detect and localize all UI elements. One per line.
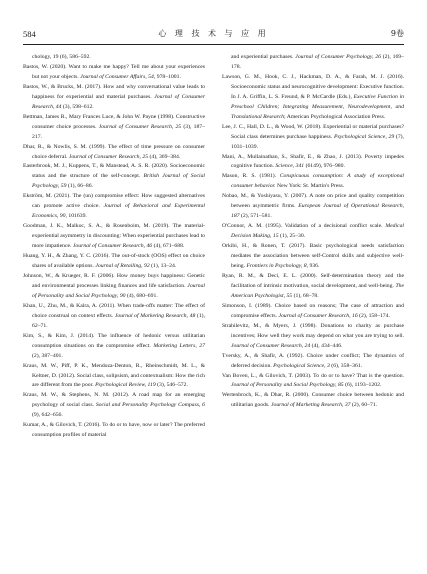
reference-text: Dhar, R., & Nowlis, S. M. (1999). The effect of time pressure on consumer choice deferral. [23, 143, 205, 160]
reference-pages: (4), 434–446. [310, 342, 343, 349]
reference-source: Psychological Review, 119 [95, 382, 156, 389]
reference-text: Orkibi, H., & Ronen, T. (2017). Basic psychological needs satisfaction mediates the association between self-Control skills and subjective well-being. [222, 243, 404, 270]
reference-text: and experiential purchases. [231, 54, 296, 60]
reference-pages: (1), 62–71. [32, 312, 205, 329]
reference-source: Journal of Personality and Social Psychology, 90 [32, 282, 205, 299]
reference-pages: (2), 571–581. [239, 213, 272, 220]
reference-text: Ryan, R. M., & Deci, E. L. (2000). Self-determination theory and the facilitation of intrinsic motivation, social development, and well-being. [222, 272, 404, 289]
reference-pages: (2), 387–401. [32, 352, 63, 359]
reference-text: Goodman, J. K., Malkoc, S. A., & Rosenboim, M. (2019). The material-experiential asymmetry in discounting: When experiential purchases lead to more impatience. [23, 223, 205, 250]
page-header [23, 27, 404, 41]
page-number: 584 [23, 29, 36, 39]
reference-source: Executive Function in Preschool Children; Integrating Measurement, Neurodevelopment, and Translational Research [231, 93, 404, 120]
reference-source: Journal of Marketing Research, 48 [114, 312, 196, 319]
reference-source: Social and Personality Psychology Compass, 6 [95, 402, 205, 409]
reference-source: Medical Decision Making, 15 [231, 223, 404, 240]
reference-source: Journal of Retailing, 92 [95, 263, 150, 270]
reference-text: Nobao, M., & Yoshiyasu, Y. (2007). A note on price and quality competition between asymmetric firms. [222, 193, 404, 210]
reference-text: Ekström, M. (2021). The (un) compromise effect: How suggested alternatives can promote active choice. [23, 193, 205, 210]
reference-entry [222, 391, 404, 411]
reference-text: Khan, U., Zhu, M., & Kalra, A. (2011). When trade-offs matter: The effect of choice construal on context effects. [23, 302, 205, 319]
reference-source: Psychological Science, 29 [334, 133, 395, 140]
reference-source: Journal of Consumer Psychology, 26 [295, 54, 381, 60]
reference-pages: New York: St. Martin's Press. [275, 183, 345, 190]
reference-entry [222, 302, 404, 322]
reference-pages: (4), 369–384. [148, 153, 181, 160]
reference-pages: 936. [308, 263, 320, 270]
journal-title: 心 理 技 术 与 应 用 [158, 29, 269, 38]
reference-source: Journal of Consumer Research, 25 [98, 123, 182, 130]
reference-text: Bettman, James R., Mary Frances Luce, & John W. Payne (1998). Constructive consumer choice processes. [23, 113, 205, 130]
reference-entry [222, 272, 404, 302]
reference-text: Kraus, M. W., & Stephens, N. M. (2012). A road map for an emerging psychology of social class. [23, 392, 205, 409]
reference-text: Simonson, I. (1989). Choice based on reasons; The case of attraction and compromise effects. [222, 302, 404, 319]
reference-pages: (2), 169–178. [231, 54, 404, 70]
volume-label: 9卷 [390, 29, 404, 38]
reference-entry [23, 421, 205, 441]
reference-text: Mani, A., Mullainathan, S., Shafir, E., & Zhao, J. (2013). Poverty impedes cognitive function. [222, 153, 404, 170]
reference-text: Lee, J. C., Hall, D. L., & Wood, W. (2018). Experiential or material purchases? Social class determines purchase happiness. [222, 123, 404, 140]
reference-source: British Journal of Social Psychology, 59 [32, 173, 205, 190]
reference-entry [23, 113, 205, 143]
reference-entry [23, 162, 205, 192]
reference-pages: ; American Psychological Association Press. [284, 113, 386, 120]
reference-source: Journal of Consumer Research, 16 [278, 312, 358, 319]
reference-pages: (6149), 976–980. [304, 163, 345, 170]
reference-pages: (1), 13–24. [149, 263, 177, 270]
reference-entry [222, 322, 404, 352]
reference-pages: (3), 187–217. [32, 123, 205, 140]
reference-pages: (2), 60–71. [350, 402, 378, 409]
reference-entry [23, 63, 205, 83]
reference-pages: 101639. [66, 213, 87, 220]
reference-source: Journal of Consumer Research, 46 [72, 243, 153, 250]
reference-text: Van Boven, L., & Gilovich, T. (2003). To do or to have? That is the question. [222, 372, 404, 379]
reference-source: Frontiers in Psychology, 8, [246, 263, 309, 270]
reference-pages: (1), 68–78. [292, 292, 319, 299]
reference-source: Journal of Consumer Affairs, 54, [80, 73, 156, 80]
reference-pages: (6), 358–361. [329, 362, 363, 369]
reference-text: Tversky, A., & Shafir, A. (1992). Choice under conflict; The dynamics of deferred decision. [222, 352, 404, 369]
header-rule [23, 44, 404, 45]
reference-entry [23, 302, 205, 332]
reference-entry [222, 73, 404, 123]
reference-pages: 978–1001. [155, 73, 181, 80]
reference-text: Kim, S., & Kim, J. (2014). The influence of hedonic versus utilitarian consumption situations on the compromise effect. [23, 332, 205, 349]
reference-text: Huang, Y. H., & Zhang, Y. C. (2016). The out-of-stock (OOS) effect on choice shares of available options. [23, 253, 205, 270]
reference-entry [222, 372, 404, 392]
reference-text: Easterbrook, M. J., Kuppens, T., & Manstead, A. S. R. (2020). Socioeconomic status and the structure of the self-concept. [23, 163, 205, 180]
reference-text: O'Connor, A. M. (1995). Validation of a decisional conflict scale. [222, 223, 386, 230]
reference-pages: (6), 1193–1202. [343, 382, 382, 389]
reference-text: Kumar, A., & Gilovich, T. (2016). To do or to have, now or later? The preferred consumption profiles of material [23, 422, 205, 439]
reference-text: Strahilevitz, M., & Myers, J. (1998). Donations to charity as purchase incentives; How well they work may depend on what you are trying to sell. [222, 322, 404, 339]
reference-entry [23, 53, 205, 63]
reference-entry [222, 53, 404, 73]
reference-text: chology, 19 (6), 586–592. [32, 54, 91, 60]
reference-entry [23, 222, 205, 252]
reference-source: European Journal of Operational Research, 187 [231, 203, 404, 220]
reference-source: Journal of Marketing Research, 37 [270, 402, 351, 409]
reference-text: Lawson, G. M., Hook, C. J., Hackman, D. A., & Farah, M. J. (2016). Socioeconomic status and neurocognitive development: Executive function. In J. A. Griffin, L. S. Freund, & P. McCardle (Eds.), [222, 73, 404, 100]
reference-pages: (1), 25–30. [278, 233, 306, 240]
reference-pages: (3), 598–612. [61, 103, 94, 110]
reference-entry [222, 123, 404, 153]
reference-entry [23, 252, 205, 272]
references-left-column [23, 53, 205, 441]
reference-text: Johnson, W., & Krueger, R. F. (2006). How money buys happiness: Genetic and environmental processes linking finances and life satisfaction. [23, 272, 205, 289]
reference-pages: (4), 671–688. [152, 243, 185, 250]
reference-entry [23, 332, 205, 362]
reference-source: Journal of Consumer Research, 24 [231, 342, 311, 349]
reference-entry [222, 153, 404, 173]
reference-text: Mason, R. S. (1981). [222, 173, 280, 180]
reference-entry [23, 362, 205, 392]
reference-entry [222, 222, 404, 242]
reference-entry [23, 391, 205, 421]
reference-entry [222, 192, 404, 222]
reference-pages: (9), 642–656. [32, 412, 63, 419]
reference-pages: (7), 1031–1039. [231, 133, 404, 150]
references-right-column [222, 53, 404, 411]
reference-entry [23, 192, 205, 222]
reference-entry [222, 242, 404, 272]
reference-entry [222, 172, 404, 192]
reference-text: Kraus, M. W., Piff, P. K., Mendoza-Denton, R., Rheinschmidt, M. L., & Keltner, D. (2012). Social class, solipsism, and contextualism: How the rich are different from the poor. [23, 362, 205, 389]
reference-text: Bastos, W., & Brucks, M. (2017). How and why conversational value leads to happiness for experiential and material purchases. [23, 83, 205, 100]
reference-entry [23, 143, 205, 163]
reference-source: Science, 341 [275, 163, 305, 170]
reference-source: Marketing Letters, 27 [153, 342, 205, 349]
reference-source: The American Psychologist, 55 [231, 282, 404, 299]
reference-entry [23, 83, 205, 113]
reference-source: Journal of Behavioral and Experimental Economics, 90, [32, 203, 205, 220]
reference-pages: (2), 158–174. [357, 312, 390, 319]
reference-pages: (4), 680–691. [125, 292, 158, 299]
reference-source: Journal of Personality and Social Psychology, 85 [231, 382, 344, 389]
reference-pages: (3), 546–572. [155, 382, 188, 389]
reference-source: Conspicuous consumption: A study of exceptional consumer behavior. [231, 173, 404, 190]
reference-source: Psychological Science, 3 [273, 362, 330, 369]
reference-text: Wertenbroch, K., & Dhar, R. (2000). Consumer choice between hedonic and utilitarian goods. [222, 392, 404, 409]
reference-text: Bastos, W. (2020). Want to make me happy? Tell me about your experiences but not your objects. [23, 63, 205, 80]
reference-source: Journal of Consumer Research, 44 [32, 93, 205, 110]
reference-entry [23, 272, 205, 302]
reference-entry [222, 352, 404, 372]
reference-source: Journal of Consumer Research, 25 [68, 153, 149, 160]
reference-pages: (1), 66–86. [66, 183, 93, 190]
